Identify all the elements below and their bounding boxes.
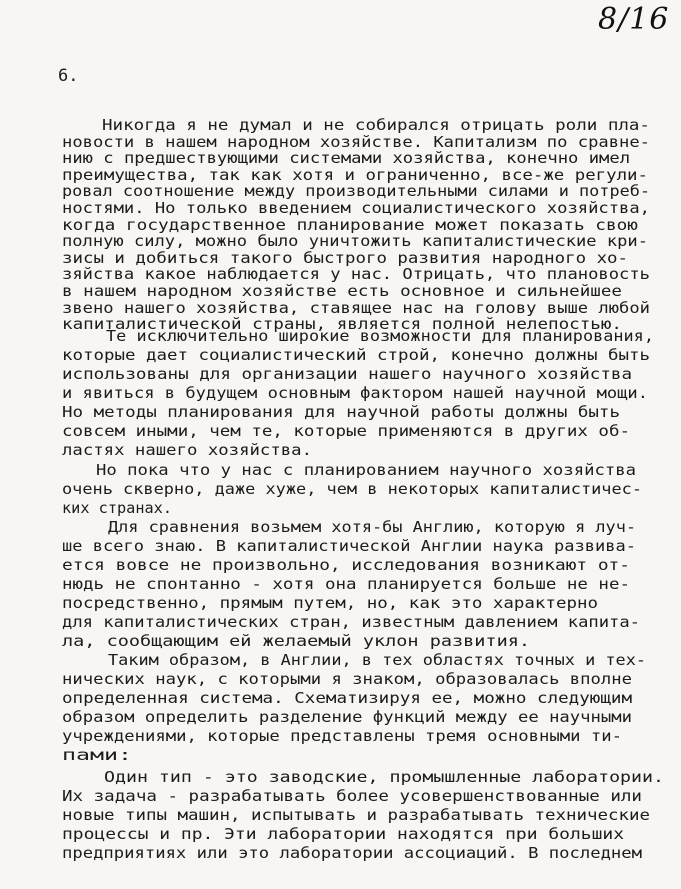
text-line: ла, сообщающим ей желаемый уклон развития. <box>62 633 530 650</box>
text-line: ется вовсе не произвольно, исследования возникают от- <box>62 557 631 574</box>
text-line: новые типы машин, испытывать и разрабатывать технические <box>62 807 651 824</box>
text-line: предприятиях или это лаборатории ассоциаций. В последнем <box>62 845 642 862</box>
text-line: и явиться в будущем основным фактором нашей научной мощи. <box>62 385 648 402</box>
text-line: когда государственное планирование может показать свою <box>62 216 638 234</box>
text-line: Их задача - разрабатывать более усовершенствованные или <box>62 788 642 805</box>
text-line: Для сравнения возьмем хотя-бы Англию, которую я луч- <box>108 519 637 536</box>
text-line: ровал соотношение между производительными силами и потреб- <box>62 183 651 201</box>
text-line: учреждениями, которые представлены тремя основными ти- <box>62 728 623 745</box>
text-line: капиталистической страны, является полной нелепостью. <box>62 316 622 334</box>
text-line: Те исключительно широкие возможности для планирования, <box>106 328 654 345</box>
text-line: использованы для организации нашего научного хозяйства <box>62 366 633 383</box>
text-line: очень скверно, даже хуже, чем в некоторых капиталистичес- <box>62 481 643 498</box>
text-line: нию с предшествующими системами хозяйства, конечно имел <box>62 150 631 168</box>
text-line: Никогда я не думал и не собирался отрицать роли пла- <box>102 117 650 134</box>
text-line: нических наук, с которыми я знаком, образовалась вполне <box>62 671 632 688</box>
text-line: пами: <box>62 747 133 764</box>
text-line: посредственно, прямым путем, но, как это характерно <box>62 595 598 612</box>
text-line: ше всего знаю. В капиталистической Англии наука развива- <box>62 538 637 555</box>
text-line: Но методы планирования для научной работы должны быть <box>62 404 620 421</box>
text-line: ностями. Но только введением социалистического хозяйства, <box>62 200 650 217</box>
text-line: нюдь не спонтанно - хотя она планируется больше не не- <box>62 576 630 593</box>
page-number: 6. <box>58 66 79 86</box>
text-line: совсем иными, чем те, которые применяются в других об- <box>62 423 630 440</box>
text-line: звено нашего хозяйства, ставящее нас на голову выше любой <box>62 299 650 317</box>
text-line: преимущества, так как хотя и ограниченно, все-же регули- <box>62 166 648 184</box>
text-line: в нашем народном хозяйстве есть основное и сильнейшее <box>62 283 622 300</box>
text-line: ластях нашего хозяйства. <box>62 442 312 459</box>
handwritten-folio-number: 8/16 <box>598 2 670 37</box>
text-line: для капиталистических стран, известным давлением капита- <box>62 614 640 631</box>
text-line: Таким образом, в Англии, в тех областях точных и тех- <box>108 652 647 669</box>
text-line: определенная система. Схематизируя ее, можно следующим <box>62 690 633 707</box>
text-line: образом определить разделение функций между ее научными <box>62 709 632 726</box>
text-line: зисы и добиться такого быстрого развития народного хо- <box>62 249 629 267</box>
text-line: процессы и пр. Эти лаборатории находятся при больших <box>62 826 625 843</box>
text-line: которые дает социалистический строй, конечно должны быть <box>62 347 651 364</box>
text-line: Но пока что у нас с планированием научного хозяйства <box>96 462 637 479</box>
text-line: ких странах. <box>62 500 172 517</box>
text-line: новости в нашем народном хозяйстве. Капитализм по сравне- <box>62 133 650 151</box>
text-line: полную силу, можно было уничтожить капиталистические кри- <box>62 233 648 251</box>
text-line: зяйства какое наблюдается у нас. Отрицать, что плановость <box>62 266 650 284</box>
text-line: Один тип - это заводские, промышленные лаборатории. <box>104 769 664 786</box>
